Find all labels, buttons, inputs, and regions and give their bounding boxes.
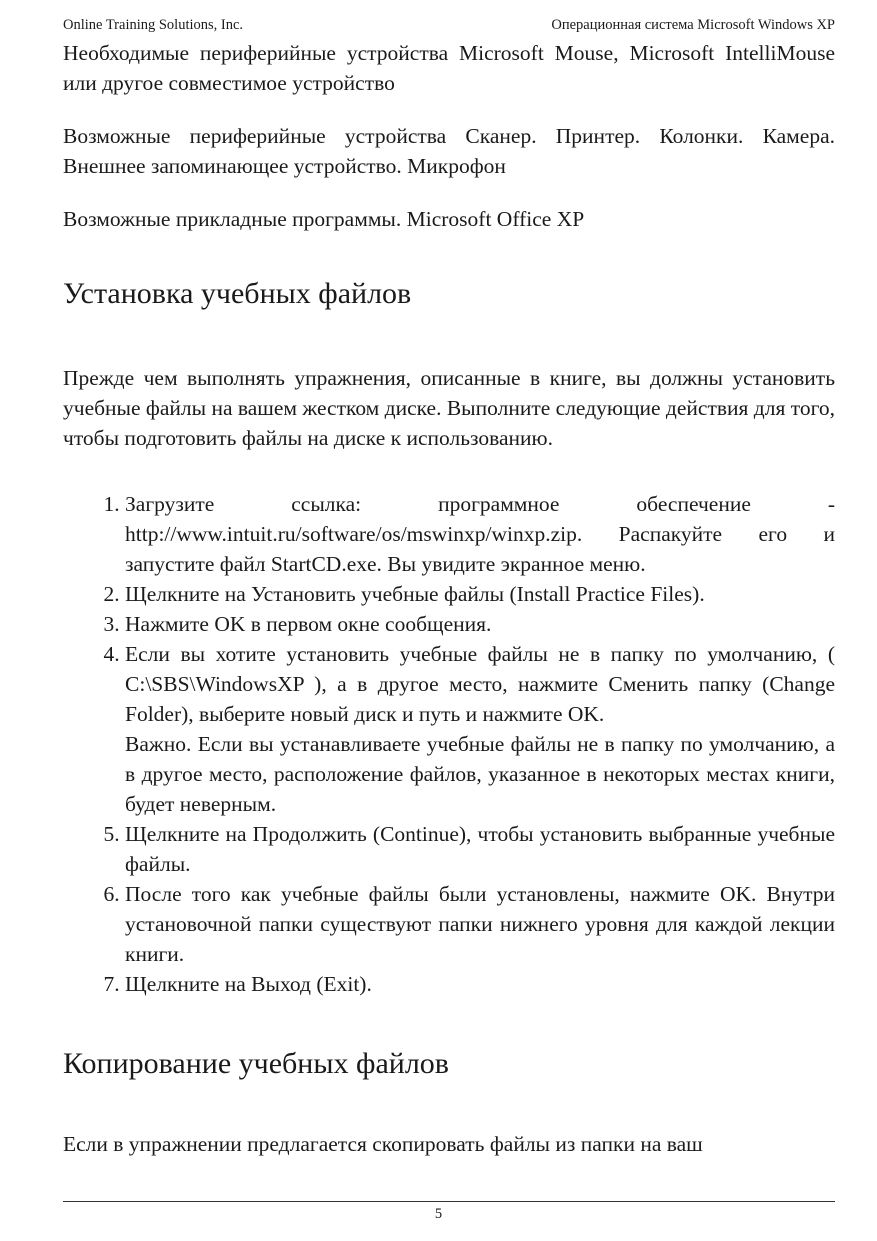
requirement-peripherals-optional: Возможные периферийные устройства Сканер. Принтер. Колонки. Камера. Внешнее запоминающее устройство. Микрофон	[63, 124, 835, 178]
install-step-text: Загрузите ссылка: программное обеспечение - http://www.intuit.ru/software/os/mswinxp/winxp.zip. Распакуйте его и запустите файл StartCD.exe. Вы увидите экранное меню.	[125, 492, 835, 576]
install-step	[125, 489, 835, 579]
install-step-text: Щелкните на Выход (Exit).	[125, 972, 372, 996]
install-step-text: Щелкните на Продолжить (Continue), чтобы установить выбранные учебные файлы.	[125, 822, 835, 876]
copy-intro: Если в упражнении предлагается скопировать файлы из папки на ваш	[63, 1132, 703, 1156]
install-step-note: Важно. Если вы устанавливаете учебные файлы не в папку по умолчанию, а в другое место, расположение файлов, указанное в некоторых местах книги, будет неверным.	[125, 732, 835, 816]
install-step	[125, 609, 835, 639]
install-step	[125, 579, 835, 609]
footer-divider	[63, 1201, 835, 1202]
page-header	[63, 16, 835, 34]
requirement-applications: Возможные прикладные программы. Microsoft Office XP	[63, 207, 585, 231]
header-book-title: Операционная система Microsoft Windows XP	[551, 17, 835, 33]
page-number: 5	[434, 1206, 443, 1222]
header-publisher: Online Training Solutions, Inc.	[63, 17, 244, 33]
install-step-text: Нажмите OK в первом окне сообщения.	[125, 612, 492, 636]
install-step-text: После того как учебные файлы были установлены, нажмите OK. Внутри установочной папки существуют папки нижнего уровня для каждой лекции книги.	[125, 882, 835, 966]
section-title-copy: Копирование учебных файлов	[63, 1047, 449, 1080]
install-step	[125, 639, 835, 819]
install-step	[125, 879, 835, 969]
section-title-install: Установка учебных файлов	[63, 277, 412, 310]
install-intro: Прежде чем выполнять упражнения, описанные в книге, вы должны установить учебные файлы на вашем жестком диске. Выполните следующие действия для того, чтобы подготовить файлы на диске к использованию.	[63, 366, 835, 450]
install-step-text: Щелкните на Установить учебные файлы (Install Practice Files).	[125, 582, 705, 606]
install-step-text: Если вы хотите установить учебные файлы не в папку по умолчанию, ( C:\SBS\WindowsXP ), а в другое место, нажмите Сменить папку (Change Folder), выберите новый диск и путь и нажмите OK.	[125, 642, 835, 726]
install-steps-list	[63, 489, 835, 999]
install-step	[125, 969, 835, 999]
requirement-peripherals-required: Необходимые периферийные устройства Microsoft Mouse, Microsoft IntelliMouse или другое совместимое устройство	[63, 41, 835, 95]
install-step	[125, 819, 835, 879]
page-content	[63, 38, 835, 1159]
